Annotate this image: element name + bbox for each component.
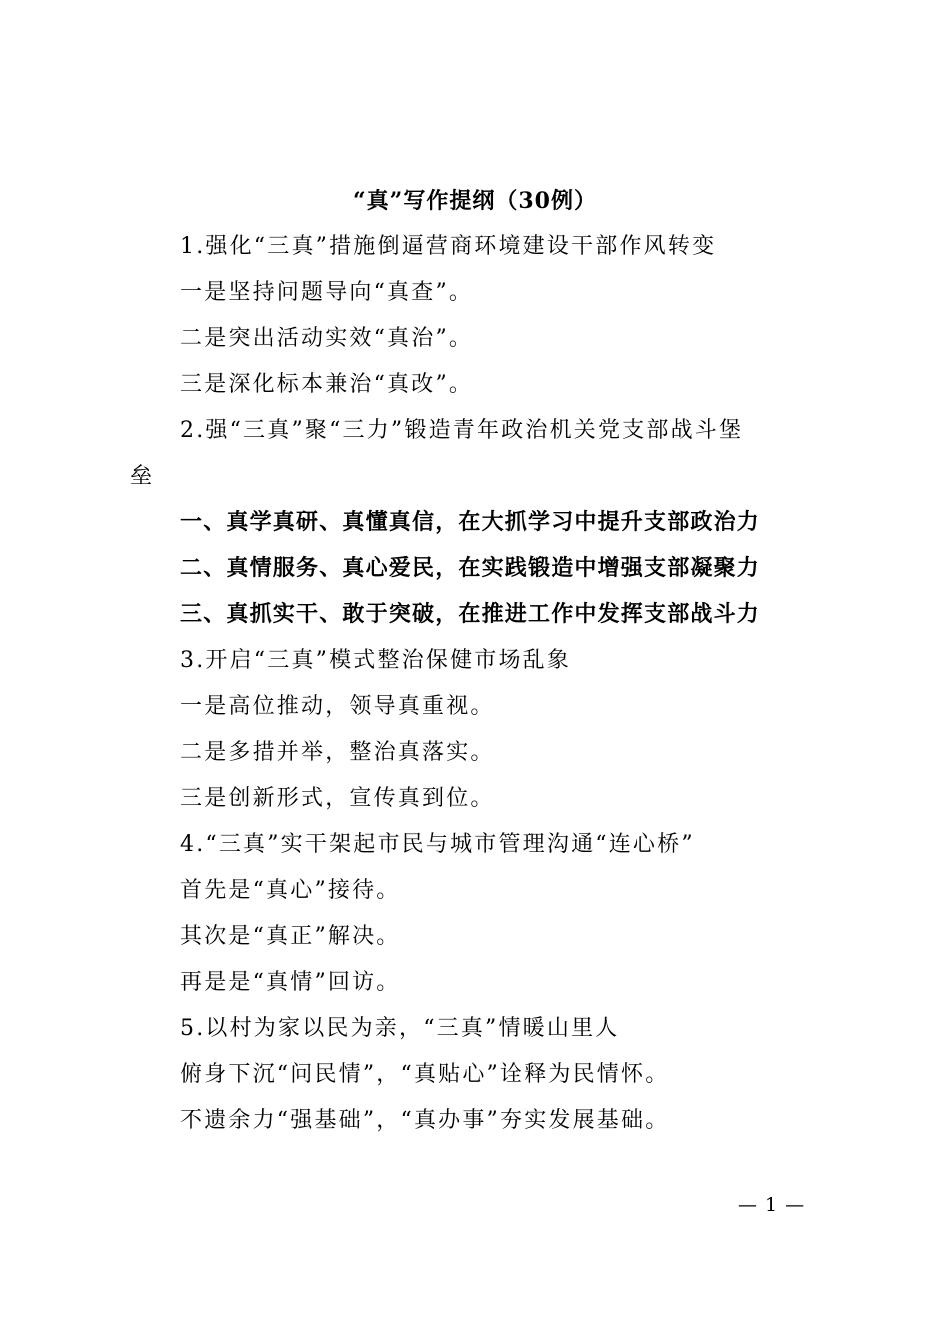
- paragraph-line: 三是创新形式，宣传真到位。: [180, 786, 495, 811]
- document-body: [130, 224, 830, 1144]
- paragraph-line: 其次是“真正”解决。: [180, 924, 401, 949]
- paragraph-line: 俯身下沉“问民情”，“真贴心”诠释为民情怀。: [180, 1062, 670, 1087]
- paragraph-line: 再是是“真情”回访。: [180, 970, 401, 995]
- heading-2: 2.强“三真”聚“三力”锻造青年政治机关党支部战斗堡: [180, 418, 744, 443]
- heading-4: 4.“三真”实干架起市民与城市管理沟通“连心桥”: [180, 832, 695, 857]
- heading-1: 1.强化“三真”措施倒逼营商环境建设干部作风转变: [180, 234, 717, 259]
- paragraph-line: 首先是“真心”接待。: [180, 878, 401, 903]
- paragraph-line: 二是突出活动实效“真治”。: [180, 326, 474, 351]
- bold-point-line: 二、真情服务、真心爱民，在实践锻造中增强支部凝聚力: [180, 556, 761, 581]
- heading-5: 5.以村为家以民为亲，“三真”情暖山里人: [180, 1016, 620, 1041]
- paragraph-line: 二是多措并举，整治真落实。: [180, 740, 495, 765]
- page-number: — 1 —: [738, 1194, 806, 1216]
- document-title: “真”写作提纲（30例）: [353, 188, 597, 214]
- paragraph-line: 不遗余力“强基础”，“真办事”夯实发展基础。: [180, 1108, 670, 1133]
- paragraph-line: 一是高位推动，领导真重视。: [180, 694, 495, 719]
- heading-3: 3.开启“三真”模式整治保健市场乱象: [180, 648, 572, 673]
- paragraph-line: 三是深化标本兼治“真改”。: [180, 372, 474, 397]
- bold-point-line: 三、真抓实干、敢于突破，在推进工作中发挥支部战斗力: [180, 602, 761, 627]
- paragraph-line: 一是坚持问题导向“真查”。: [180, 280, 474, 305]
- bold-point-line: 一、真学真研、真懂真信，在大抓学习中提升支部政治力: [180, 510, 761, 535]
- heading-2-continuation: 垒: [130, 464, 155, 489]
